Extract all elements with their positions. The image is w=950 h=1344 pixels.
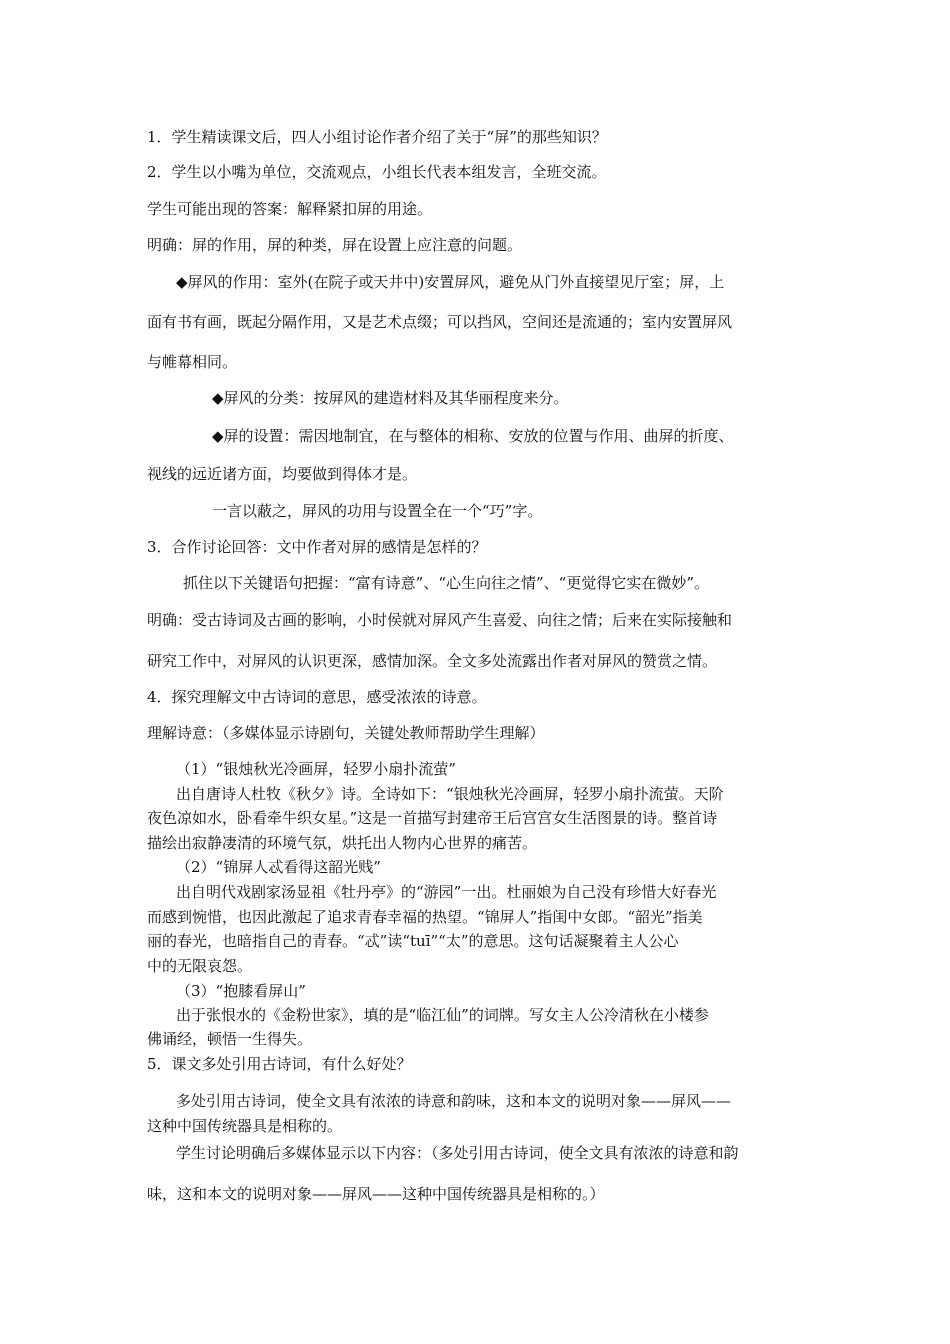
text-line: 视线的远近诸方面，均要做到得体才是。: [147, 465, 418, 483]
text-line: 研究工作中，对屏风的认识更深，感情加深。全文多处流露出作者对屏风的赞赏之情。: [147, 652, 718, 670]
text-line: 一言以蔽之，屏风的功用与设置全在一个“巧”字。: [212, 502, 543, 520]
text-line: ◆屏风的分类：按屏风的建造材料及其华丽程度来分。: [212, 389, 569, 407]
text-line: 多处引用古诗词，使全文具有浓浓的诗意和韵味，这和本文的说明对象——屏风——: [176, 1092, 732, 1110]
text-line: （1）“银烛秋光冷画屏，轻罗小扇扑流萤”: [176, 760, 456, 778]
text-line: 夜色凉如水，卧看牵牛织女星。”这是一首描写封建帝王后宫宫女生活图景的诗。整首诗: [147, 809, 718, 827]
text-line: 理解诗意：（多媒体显示诗剧句，关键处教师帮助学生理解）: [147, 724, 545, 742]
text-line: 描绘出寂静凄清的环境气氛，烘托出人物内心世界的痛苦。: [147, 834, 538, 852]
text-line: 1．学生精读课文后，四人小组讨论作者介绍了关于“屏”的那些知识？: [147, 128, 607, 146]
text-line: 5．课文多处引用古诗词，有什么好处？: [147, 1055, 412, 1073]
text-line: 出自明代戏剧家汤显祖《牡丹亭》的“游园”一出。杜丽娘为自己没有珍惜大好春光: [176, 883, 717, 901]
text-line: 出于张恨水的《金粉世家》，填的是“临江仙”的词牌。写女主人公冷清秋在小楼参: [176, 1006, 709, 1024]
text-line: 抓住以下关键语句把握：“富有诗意”、“心生向往之情”、“更觉得它实在微妙”。: [183, 574, 710, 592]
text-line: 3．合作讨论回答：文中作者对屏的感情是怎样的？: [147, 538, 487, 556]
text-line: 味，这和本文的说明对象——屏风——这种中国传统器具是相称的。）: [147, 1185, 605, 1203]
text-line: 佛诵经，顿悟一生得失。: [147, 1030, 313, 1048]
text-line: 中的无限哀怨。: [147, 957, 253, 975]
text-line: 学生可能出现的答案：解释紧扣屏的用途。: [147, 200, 433, 218]
text-line: ◆屏的设置：需因地制宜，在与整体的相称、安放的位置与作用、曲屏的折度、: [212, 427, 734, 445]
text-line: 2．学生以小嘴为单位，交流观点，小组长代表本组发言，全班交流。: [147, 163, 607, 181]
text-line: （3）“抱膝看屏山”: [176, 982, 306, 1000]
text-line: 丽的春光，也暗指自己的青春。“忒”读“tuī”“太”的意思。这句话凝聚着主人公心: [147, 932, 679, 950]
text-line: 明确：屏的作用，屏的种类，屏在设置上应注意的问题。: [147, 236, 523, 254]
text-line: 学生讨论明确后多媒体显示以下内容：（多处引用古诗词，使全文具有浓浓的诗意和韵: [176, 1144, 739, 1162]
text-line: 明确：受古诗词及古画的影响，小时侯就对屏风产生喜爱、向往之情；后来在实际接触和: [147, 611, 733, 629]
text-line: 与帷幕相同。: [147, 353, 238, 371]
text-line: 出自唐诗人杜牧《秋夕》诗。全诗如下：“银烛秋光冷画屏，轻罗小扇扑流萤。天阶: [176, 785, 724, 803]
text-line: 4．探究理解文中古诗词的意思，感受浓浓的诗意。: [147, 688, 487, 706]
text-line: 面有书有画，既起分隔作用，又是艺术点缀；可以挡风，空间还是流通的；室内安置屏风: [147, 313, 733, 331]
text-line: 而感到惋惜，也因此激起了追求青春幸福的热望。“锦屏人”指闺中女郎。“韶光”指美: [147, 908, 703, 926]
text-line: ◆屏风的作用：室外(在院子或天井中)安置屏风，避免从门外直接望见厅室；屏，上: [176, 273, 725, 291]
text-line: （2）“锦屏人忒看得这韶光贱”: [176, 858, 381, 876]
text-line: 这种中国传统器具是相称的。: [147, 1117, 343, 1135]
